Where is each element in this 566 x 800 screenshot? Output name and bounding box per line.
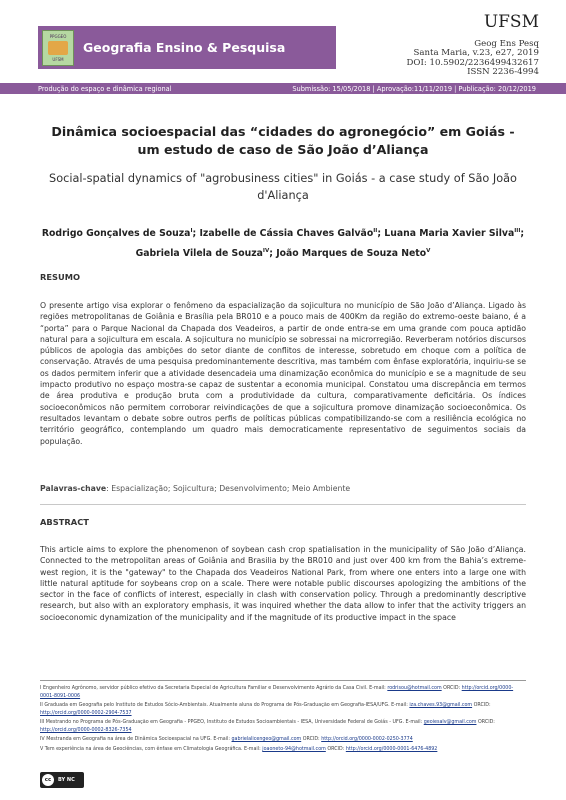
author-affiliation-marker: II [373, 228, 378, 234]
meta-journal-abbrev: Geog Ens Pesq [474, 39, 539, 49]
author-list [40, 223, 526, 262]
footnote-email-link[interactable]: iza.chaves.93@gmail.com [409, 703, 473, 708]
footnote-orcid-link[interactable]: http://orcid.org/0000-0002-2904-7537 [40, 710, 132, 716]
article-title-pt: Dinâmica socioespacial das “cidades do agronegócio” em Goiás - um estudo de caso de São João d’Aliança [51, 124, 515, 157]
section-bar [0, 83, 566, 94]
footnote-email-link[interactable]: gabrielalicengeo@gmail.com [231, 737, 302, 742]
author-separator: ; [377, 228, 385, 240]
cc-license-badge[interactable] [40, 772, 84, 788]
author-name: João Marques de Souza Neto [276, 247, 427, 259]
author-name: Gabriela Vilela de Souza [135, 247, 263, 259]
resumo-text: O presente artigo visa explorar o fenômeno da espacialização da sojicultura no município de São João d’Aliança. Ligado às regiões metropolitanas de Goiânia e Brasília pela BR010 e a pouco mais de 400Km da região do extremo-oeste baiano, é a “porta” para o Parque Nacional da Chapada dos Veadeiros, a partir de onde entra-se em uma grande com pouca aptidão natural para a sojicultura em escala. A sojicultura no município se sobressai na microrregião. Reverberam notórios discursos públicos de apologia das ambições do setor diante de conflitos de interesse, sobretudo em choque com a política de conservação. Através de uma pesquisa predominantemente descritiva, mas também com ênfase exploratória, inquiriu-se se os dados permitem inferir que a atividade desencadeia uma dinamização econômica do município e se a magnitude de seu impacto produtivo no espaço mostra-se capaz de sustentar a economia municipal. Constatou uma discrepância em termos de área produtiva e produção bruta com a produtividade da cultura, comparativamente deficitária. Os índices socioeconômicos não permitem corroborar reivindicações de que a sojicultura promove dinamização socioeconômica. Os resultados levantam o debate sobre outros perfis de políticas públicas compatibilizando-se com a resiliência ecológica no território geográfico, contemplando um quadro mais democraticamente representativo de seguimentos sociais da população. [40, 301, 526, 446]
section-divider [40, 504, 526, 505]
meta-doi[interactable]: DOI: 10.5902/2236499432617 [406, 57, 539, 68]
publication-dates: Submissão: 15/05/2018 | Aprovação:11/11/2019 | Publicação: 20/12/2019 [292, 84, 536, 93]
footnote-text: III Mestrando no Programa de Pós-Graduação em Geografia - PPGEO, Instituto de Estudos Socioambientais - IESA, Universidade Federal de Goiás - UFG. E-mail: [40, 720, 424, 725]
author-affiliation-marker: V [426, 247, 431, 254]
footnote-email-link[interactable]: geoiesalv@gmail.com [423, 720, 477, 725]
footnote-rule [40, 680, 526, 681]
article-title-en: Social-spatial dynamics of "agrobusiness cities" in Goiás - a case study of São João d'Aliança [49, 172, 517, 202]
resumo-heading: RESUMO [40, 272, 81, 282]
footnote-orcid-label: ORCID: [301, 737, 322, 742]
footnote-text: IV Mestranda em Geografia na área de Dinâmica Socioespacial na UFG. E-mail: [40, 737, 232, 742]
keywords-label: Palavras-chave [40, 484, 107, 493]
journal-name: Geografia Ensino & Pesquisa [83, 40, 286, 55]
cc-icon: cc [42, 774, 54, 786]
journal-banner[interactable] [38, 26, 336, 69]
author-name: Rodrigo Gonçalves de Souza [41, 228, 191, 240]
footnote [40, 736, 526, 744]
footnote-orcid-label: ORCID: [476, 720, 495, 725]
footnote [40, 702, 526, 717]
footnote [40, 746, 526, 754]
logo-bottom-text: UFSM [52, 56, 64, 62]
institution-name: UFSM [483, 12, 539, 32]
author-affiliation-marker: III [514, 228, 521, 234]
author-name: Luana Maria Xavier Silva [384, 228, 515, 240]
footnote-orcid-link[interactable]: http://orcid.org/0000-0002-8326-7354 [40, 727, 132, 733]
keywords-list: : Espacialização; Sojicultura; Desenvolvimento; Meio Ambiente [106, 484, 351, 493]
cc-license-terms: BY NC [58, 777, 75, 783]
footnote-orcid-link[interactable]: http://orcid.org/0000-0002-0250-3774 [321, 737, 413, 742]
citation-meta [369, 40, 539, 78]
journal-logo [42, 30, 74, 66]
section-name: Produção do espaço e dinâmica regional [38, 84, 172, 93]
footnote [40, 719, 526, 734]
footnote-email-link[interactable]: rodrisou@hotmail.com [387, 686, 442, 691]
journal-header [0, 0, 566, 82]
footnote-text: II Graduada em Geografia pelo Instituto de Estudos Sócio-Ambientais. Atualmente aluna do Programa de Pós-Graduação em Geografia-IESA/UFG. E-mail: [40, 703, 410, 708]
footnote-orcid-link[interactable]: http://orcid.org/0000-0001-8091-0006 [40, 686, 514, 699]
meta-issn: ISSN 2236-4994 [467, 67, 539, 78]
footnote [40, 685, 526, 700]
footnote-orcid-label: ORCID: [472, 703, 491, 708]
keywords [40, 484, 350, 493]
author-separator: ; [520, 228, 525, 240]
author-separator: ; [192, 228, 200, 240]
author-separator: ; [269, 247, 277, 259]
abstract-text: This article aims to explore the phenomenon of soybean cash crop spatialisation in the municipality of São João d’Aliança. Connected to the metropolitan areas of Goiânia and Brasilia by the BR010 and just over 400 km from the Bahia’s extreme-west region, it is the "gateway" to the Chapada dos Veadeiros National Park, from where one enters into a large one with little natural aptitude for soybeans crop on a scale. There were notable public discourses apologizing the ambitions of the sector in the face of conflicts of interest, especially in clash with conservation policy. Through a predominantly descriptive research, but also with an exploratory emphasis, it was inquired whether the data allow to infer that the activity triggers an socioeconomic dynamization of the municipality and if the magnitude of its productive impact in the space [40, 545, 526, 622]
author-affiliation-marker: IV [262, 247, 270, 254]
author-affiliation-marker: I [190, 228, 193, 234]
footnote-orcid-label: ORCID: [441, 686, 462, 691]
footnote-email-link[interactable]: joaoneto-94@hotmail.com [262, 746, 326, 752]
footnote-orcid-link[interactable]: http://orcid.org/0000-0001-6476-4892 [345, 746, 438, 752]
footnote-text: I Engenheiro Agrônomo, servidor público efetivo da Secretaria Especial de Agricultura Familiar e Desenvolvimento Agrário da Casa Civil. E-mail: [40, 686, 388, 691]
footnote-text: V Tem experiência na área de Geociências, com ênfase em Climatologia Geográfica. E-mail: [40, 746, 263, 752]
footnotes [40, 685, 526, 755]
meta-volume: Santa Maria, v.23, e27, 2019 [413, 48, 539, 59]
logo-emblem [48, 41, 68, 55]
footnote-orcid-label: ORCID: [325, 746, 346, 752]
abstract-heading: ABSTRACT [40, 517, 89, 527]
author-name: Izabelle de Cássia Chaves Galvão [199, 228, 374, 240]
logo-top-text: PPGGEO [49, 33, 67, 39]
